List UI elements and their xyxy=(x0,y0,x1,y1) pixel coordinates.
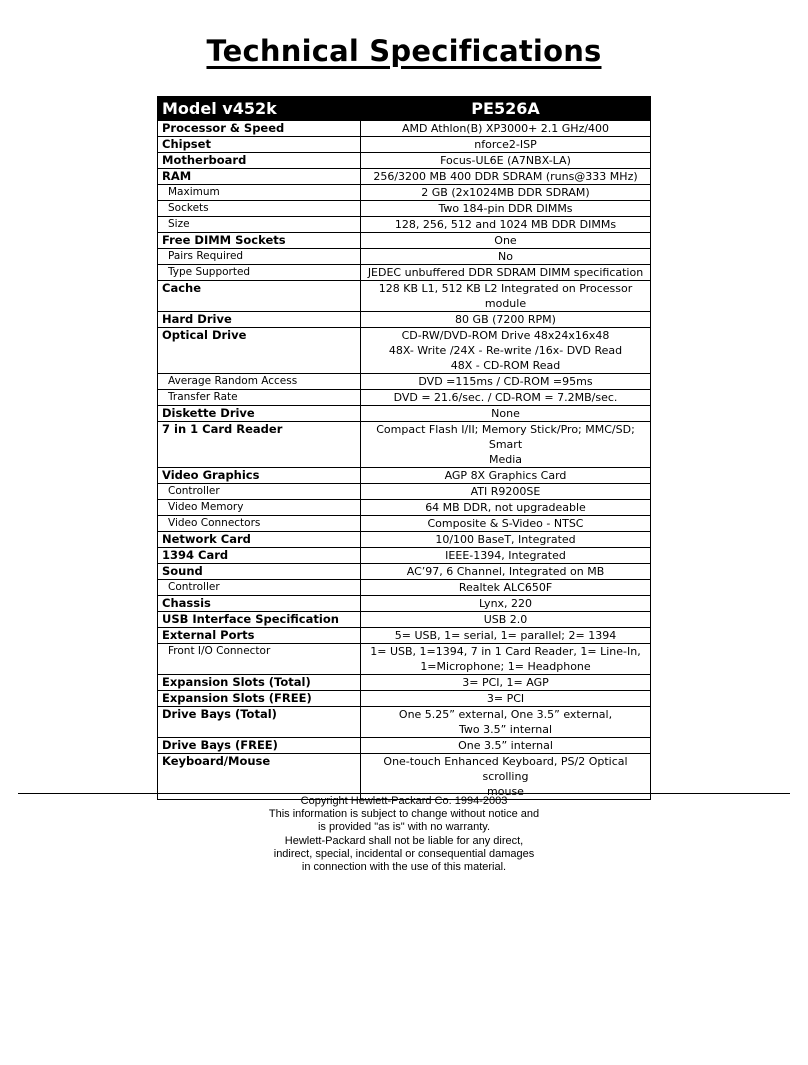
spec-value-line: Two 184-pin DDR DIMMs xyxy=(438,202,573,215)
spec-value-line: 256/3200 MB 400 DDR SDRAM (runs@333 MHz) xyxy=(373,170,638,183)
table-row xyxy=(158,185,651,201)
table-row xyxy=(158,328,651,374)
model-label: Model v452k xyxy=(158,97,361,121)
spec-value-line: 48X - CD-ROM Read xyxy=(450,359,561,372)
spec-label: Processor & Speed xyxy=(158,121,361,137)
table-row xyxy=(158,217,651,233)
spec-value xyxy=(361,281,651,312)
spec-sublabel: Transfer Rate xyxy=(158,390,361,406)
spec-label: Drive Bays (FREE) xyxy=(158,738,361,754)
spec-value xyxy=(361,153,651,169)
model-number: PE526A xyxy=(361,97,651,121)
table-row xyxy=(158,707,651,738)
spec-value-line: Two 3.5” internal xyxy=(458,723,553,736)
spec-label: Chassis xyxy=(158,596,361,612)
specifications-table xyxy=(157,96,651,800)
spec-value-line: Composite & S-Video - NTSC xyxy=(427,517,584,530)
spec-value-line: AC’97, 6 Channel, Integrated on MB xyxy=(406,565,605,578)
table-row xyxy=(158,628,651,644)
spec-value-line: One xyxy=(494,234,517,247)
page-title: Technical Specifications xyxy=(206,34,602,68)
table-header-row xyxy=(158,97,651,121)
spec-value xyxy=(361,691,651,707)
table-row xyxy=(158,468,651,484)
spec-value xyxy=(361,738,651,754)
spec-value xyxy=(361,422,651,468)
spec-value-line: 5= USB, 1= serial, 1= parallel; 2= 1394 xyxy=(394,629,617,642)
spec-value xyxy=(361,406,651,422)
spec-value xyxy=(361,564,651,580)
spec-value xyxy=(361,500,651,516)
table-row xyxy=(158,596,651,612)
spec-value xyxy=(361,201,651,217)
spec-value-line: USB 2.0 xyxy=(483,613,528,626)
spec-sublabel: Video Memory xyxy=(158,500,361,516)
spec-value xyxy=(361,580,651,596)
spec-label: 7 in 1 Card Reader xyxy=(158,422,361,468)
spec-value xyxy=(361,265,651,281)
spec-sublabel: Pairs Required xyxy=(158,249,361,265)
spec-label: External Ports xyxy=(158,628,361,644)
table-row xyxy=(158,484,651,500)
spec-value-line: 2 GB (2x1024MB DDR SDRAM) xyxy=(421,186,590,199)
spec-value-line: None xyxy=(491,407,520,420)
spec-value xyxy=(361,374,651,390)
spec-value-line: Lynx, 220 xyxy=(478,597,533,610)
spec-sublabel: Average Random Access xyxy=(158,374,361,390)
spec-value xyxy=(361,707,651,738)
spec-value-line: One 5.25” external, One 3.5” external, xyxy=(398,708,613,721)
spec-value-line: One 3.5” internal xyxy=(458,739,553,752)
spec-value xyxy=(361,137,651,153)
spec-label: Motherboard xyxy=(158,153,361,169)
table-row xyxy=(158,137,651,153)
specifications-table-body xyxy=(158,97,651,800)
spec-label: Expansion Slots (Total) xyxy=(158,675,361,691)
table-row xyxy=(158,169,651,185)
spec-label: Video Graphics xyxy=(158,468,361,484)
copyright-line: is provided "as is" with no warranty. xyxy=(317,821,491,834)
spec-value xyxy=(361,532,651,548)
spec-value xyxy=(361,484,651,500)
spec-value-line: CD-RW/DVD-ROM Drive 48x24x16x48 xyxy=(401,329,610,342)
spec-label: Expansion Slots (FREE) xyxy=(158,691,361,707)
table-row xyxy=(158,422,651,468)
table-row xyxy=(158,121,651,137)
spec-label: Sound xyxy=(158,564,361,580)
spec-value-line: 3= PCI xyxy=(486,692,525,705)
spec-value xyxy=(361,644,651,675)
spec-value xyxy=(361,675,651,691)
spec-sublabel: Sockets xyxy=(158,201,361,217)
table-row xyxy=(158,612,651,628)
table-row xyxy=(158,675,651,691)
spec-sublabel: Maximum xyxy=(158,185,361,201)
spec-value-line: Compact Flash I/II; Memory Stick/Pro; MMC/SD; Smart xyxy=(376,423,635,451)
copyright-notice xyxy=(0,795,808,874)
spec-value xyxy=(361,612,651,628)
spec-label: Diskette Drive xyxy=(158,406,361,422)
spec-value xyxy=(361,328,651,374)
spec-value-line: AMD Athlon(B) XP3000+ 2.1 GHz/400 xyxy=(401,122,610,135)
spec-sublabel: Front I/O Connector xyxy=(158,644,361,675)
spec-value xyxy=(361,390,651,406)
spec-label: Cache xyxy=(158,281,361,312)
table-row xyxy=(158,532,651,548)
spec-sublabel: Controller xyxy=(158,484,361,500)
spec-value-line: One-touch Enhanced Keyboard, PS/2 Optical scrolling xyxy=(383,755,628,783)
spec-value-line: IEEE-1394, Integrated xyxy=(445,549,566,562)
table-row xyxy=(158,580,651,596)
table-row xyxy=(158,564,651,580)
copyright-line: in connection with the use of this material. xyxy=(301,861,507,874)
spec-value-line: JEDEC unbuffered DDR SDRAM DIMM specification xyxy=(367,266,644,279)
spec-value-line: 64 MB DDR, not upgradeable xyxy=(425,501,586,514)
spec-label: USB Interface Specification xyxy=(158,612,361,628)
copyright-line: Hewlett-Packard shall not be liable for any direct, xyxy=(284,834,524,847)
spec-label: 1394 Card xyxy=(158,548,361,564)
spec-value-line: 3= PCI, 1= AGP xyxy=(462,676,549,689)
spec-label: Free DIMM Sockets xyxy=(158,233,361,249)
spec-value-line: 1=Microphone; 1= Headphone xyxy=(420,660,591,673)
spec-value xyxy=(361,596,651,612)
footer-divider xyxy=(18,793,790,794)
spec-value-line: AGP 8X Graphics Card xyxy=(444,469,567,482)
spec-value xyxy=(361,249,651,265)
spec-value-line: 10/100 BaseT, Integrated xyxy=(435,533,576,546)
table-row xyxy=(158,312,651,328)
spec-sublabel: Type Supported xyxy=(158,265,361,281)
table-row xyxy=(158,281,651,312)
table-row xyxy=(158,691,651,707)
spec-value xyxy=(361,217,651,233)
spec-value-line: 128, 256, 512 and 1024 MB DDR DIMMs xyxy=(394,218,617,231)
table-row xyxy=(158,516,651,532)
spec-value-line: Media xyxy=(488,453,523,466)
spec-value xyxy=(361,233,651,249)
table-row xyxy=(158,233,651,249)
spec-value xyxy=(361,169,651,185)
spec-value xyxy=(361,312,651,328)
table-row xyxy=(158,738,651,754)
spec-value-line: DVD = 21.6/sec. / CD-ROM = 7.2MB/sec. xyxy=(393,391,618,404)
spec-sublabel: Controller xyxy=(158,580,361,596)
spec-value-line: Focus-UL6E (A7NBX-LA) xyxy=(440,154,571,167)
spec-value-line: 128 KB L1, 512 KB L2 Integrated on Processor module xyxy=(378,282,633,310)
spec-label: Chipset xyxy=(158,137,361,153)
spec-value xyxy=(361,468,651,484)
spec-value xyxy=(361,121,651,137)
spec-value-line: mouse xyxy=(487,785,524,798)
spec-value xyxy=(361,628,651,644)
table-row xyxy=(158,249,651,265)
spec-value xyxy=(361,548,651,564)
table-row xyxy=(158,390,651,406)
spec-value-line: 80 GB (7200 RPM) xyxy=(455,313,556,326)
spec-label: Network Card xyxy=(158,532,361,548)
spec-label: Hard Drive xyxy=(158,312,361,328)
spec-label: Keyboard/Mouse xyxy=(158,754,361,800)
copyright-line: Copyright Hewlett-Packard Co. 1994-2003 xyxy=(300,795,508,807)
spec-value-line: nforce2-ISP xyxy=(474,138,537,151)
copyright-line: indirect, special, incidental or consequential damages xyxy=(273,847,535,860)
table-row xyxy=(158,548,651,564)
spec-value xyxy=(361,185,651,201)
table-row xyxy=(158,644,651,675)
spec-value-line: 48X- Write /24X - Re-write /16x- DVD Read xyxy=(388,344,623,357)
spec-label: Drive Bays (Total) xyxy=(158,707,361,738)
spec-value-line: DVD =115ms / CD-ROM =95ms xyxy=(418,375,593,388)
spec-sublabel: Size xyxy=(158,217,361,233)
table-row xyxy=(158,265,651,281)
spec-value-line: No xyxy=(498,250,513,263)
spec-label: RAM xyxy=(158,169,361,185)
table-row xyxy=(158,201,651,217)
spec-value-line: 1= USB, 1=1394, 7 in 1 Card Reader, 1= Line-In, xyxy=(370,645,641,658)
spec-value-line: ATI R9200SE xyxy=(470,485,541,498)
spec-value xyxy=(361,516,651,532)
table-row xyxy=(158,500,651,516)
spec-label: Optical Drive xyxy=(158,328,361,374)
spec-sublabel: Video Connectors xyxy=(158,516,361,532)
spec-value-line: Realtek ALC650F xyxy=(458,581,553,594)
table-row xyxy=(158,153,651,169)
table-row xyxy=(158,374,651,390)
table-row xyxy=(158,406,651,422)
copyright-line: This information is subject to change without notice and xyxy=(268,808,540,821)
